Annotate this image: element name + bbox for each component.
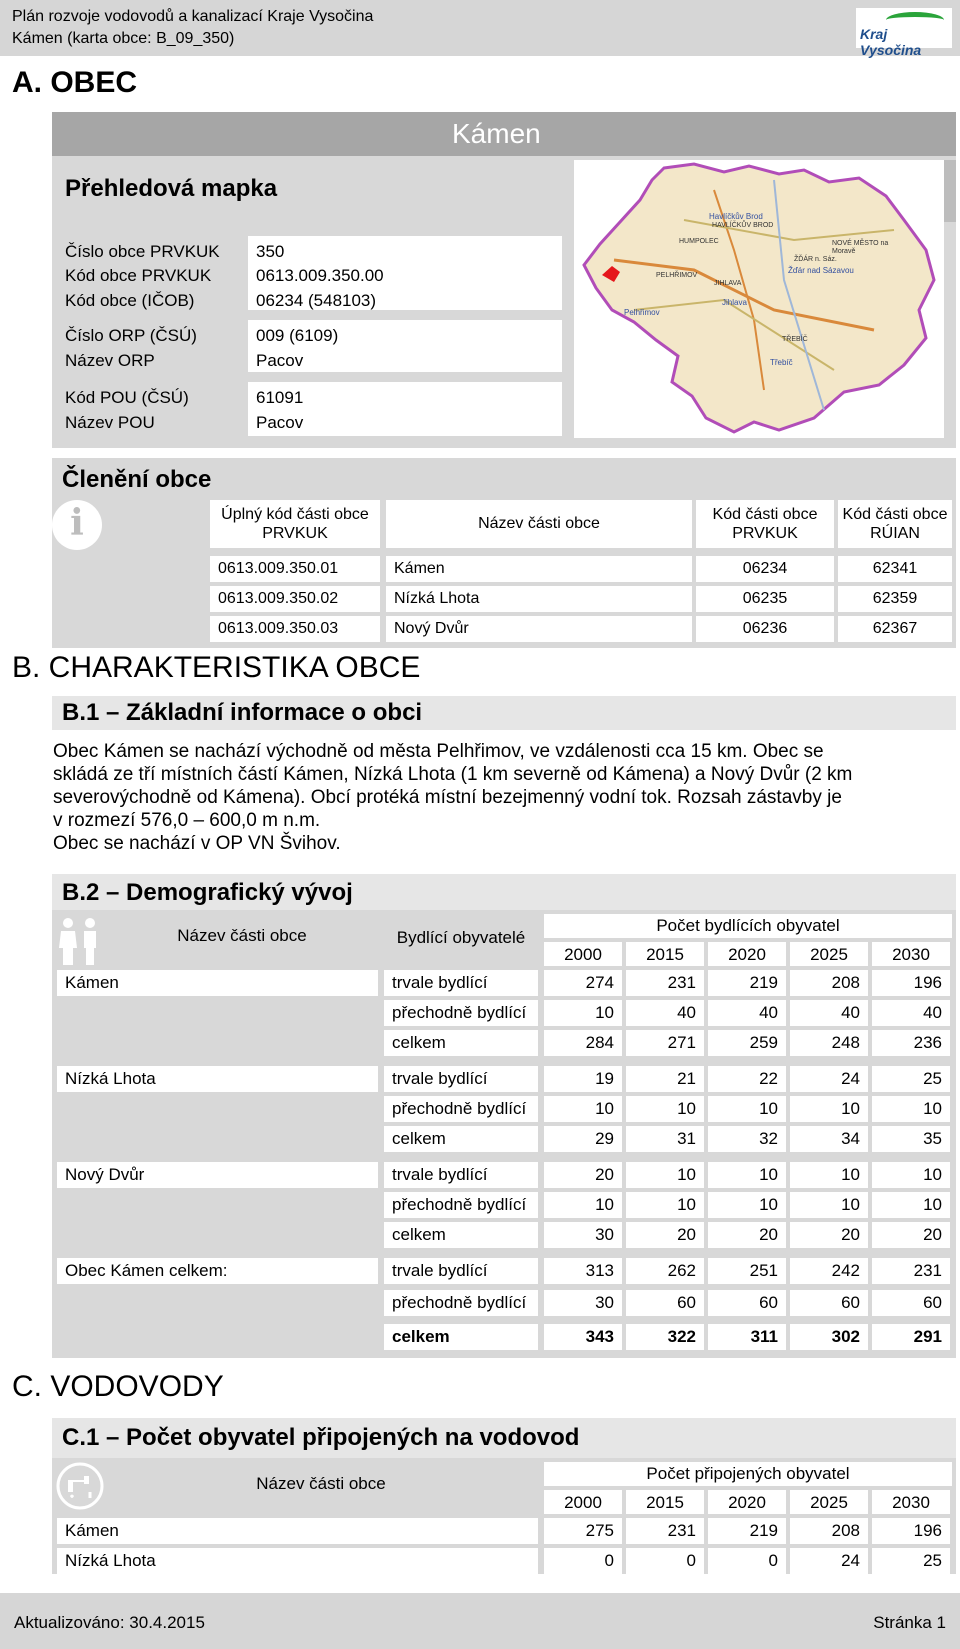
obec-name: Kámen bbox=[452, 118, 541, 149]
b2-value-cell: 60 bbox=[790, 1290, 868, 1316]
c1-value-cell: 275 bbox=[544, 1518, 622, 1544]
b2-value-cell: 284 bbox=[544, 1030, 622, 1056]
col-kod-ruian: Kód části obce RÚIAN bbox=[838, 500, 952, 548]
pou-nazev-label: Název POU bbox=[65, 413, 155, 432]
b2-row-label: trvale bydlící bbox=[384, 970, 538, 996]
b1-line: skládá ze tří místních částí Kámen, Nízká Lhota (1 km severně od Kámena) a Nový Dvůr (2 km bbox=[53, 764, 853, 785]
c1-row-name: Nízká Lhota bbox=[57, 1548, 538, 1574]
c1-value-cell: 219 bbox=[708, 1518, 786, 1544]
b2-row-label: přechodně bydlící bbox=[384, 1290, 538, 1316]
b1-line: Obec Kámen se nachází východně od města Pelhřimov, ve vzdálenosti cca 15 km. Obec se bbox=[53, 741, 824, 762]
b2-value-cell: 10 bbox=[544, 1096, 622, 1122]
water-tap-icon bbox=[56, 1462, 104, 1510]
c1-value-cell: 0 bbox=[626, 1548, 704, 1574]
map-label-jihlava-okres: JIHLAVA bbox=[714, 280, 742, 287]
b2-value-cell: 20 bbox=[544, 1162, 622, 1188]
b2-value-cell: 10 bbox=[872, 1096, 950, 1122]
b2-value-cell: 231 bbox=[872, 1258, 950, 1284]
c1-year-header: 2015 bbox=[626, 1490, 704, 1514]
cleneni-heading: Členění obce bbox=[62, 466, 212, 493]
b1-bar bbox=[52, 696, 956, 730]
c1-value-cell: 208 bbox=[790, 1518, 868, 1544]
map-label-jihlava: Jihlava bbox=[722, 298, 747, 307]
b2-value-cell: 274 bbox=[544, 970, 622, 996]
b2-value-cell: 22 bbox=[708, 1066, 786, 1092]
b2-value-cell: 291 bbox=[872, 1324, 950, 1350]
b2-value-cell: 313 bbox=[544, 1258, 622, 1284]
c1-value-cell: 196 bbox=[872, 1518, 950, 1544]
c1-year-header: 2030 bbox=[872, 1490, 950, 1514]
b2-value-cell: 21 bbox=[626, 1066, 704, 1092]
page-header bbox=[0, 0, 960, 56]
c1-value-cell: 0 bbox=[708, 1548, 786, 1574]
b2-value-cell: 236 bbox=[872, 1030, 950, 1056]
cleneni-kod-prvkuk: 06235 bbox=[696, 586, 834, 612]
b2-value-cell: 60 bbox=[626, 1290, 704, 1316]
c1-bar bbox=[52, 1418, 956, 1458]
kod-obce-value: 0613.009.350.00 bbox=[256, 266, 384, 285]
footer-page: Stránka 1 bbox=[873, 1613, 946, 1632]
b2-year-header: 2020 bbox=[708, 942, 786, 966]
map-label-pelhrimov-okres: PELHŘIMOV bbox=[656, 272, 698, 279]
b2-value-cell: 10 bbox=[626, 1162, 704, 1188]
b2-value-cell: 20 bbox=[790, 1222, 868, 1248]
b2-row-label: celkem bbox=[384, 1222, 538, 1248]
cleneni-kod-prvkuk: 06234 bbox=[696, 556, 834, 582]
c1-value-cell: 0 bbox=[544, 1548, 622, 1574]
b2-value-cell: 20 bbox=[708, 1222, 786, 1248]
c1-value-cell: 231 bbox=[626, 1518, 704, 1544]
cleneni-nazev: Nový Dvůr bbox=[386, 616, 692, 642]
b2-year-header: 2015 bbox=[626, 942, 704, 966]
b2-value-cell: 32 bbox=[708, 1126, 786, 1152]
b2-value-cell: 10 bbox=[708, 1096, 786, 1122]
b2-value-cell: 208 bbox=[790, 970, 868, 996]
b2-value-cell: 60 bbox=[708, 1290, 786, 1316]
cleneni-kod-ruian: 62367 bbox=[838, 616, 952, 642]
map-heading: Přehledová mapka bbox=[65, 175, 278, 202]
c1-year-header: 2000 bbox=[544, 1490, 622, 1514]
b2-value-cell: 242 bbox=[790, 1258, 868, 1284]
panel-edge bbox=[944, 160, 956, 222]
b2-row-label: trvale bydlící bbox=[384, 1066, 538, 1092]
b1-text bbox=[53, 740, 852, 855]
c1-col-nazev: Název části obce bbox=[256, 1474, 386, 1493]
b2-value-cell: 10 bbox=[790, 1096, 868, 1122]
kraj-vysocina-logo bbox=[856, 8, 952, 58]
b1-heading: B.1 – Základní informace o obci bbox=[62, 699, 423, 726]
b2-row-label: přechodně bydlící bbox=[384, 1192, 538, 1218]
section-c-heading: C. VODOVODY bbox=[12, 1370, 224, 1403]
map-label-hb: Havlíčkův Brod bbox=[709, 212, 763, 221]
b2-value-cell: 10 bbox=[626, 1192, 704, 1218]
icob-value: 06234 (548103) bbox=[256, 291, 377, 310]
header-title: Plán rozvoje vodovodů a kanalizací Kraje Vysočina bbox=[12, 8, 374, 25]
b2-value-cell: 259 bbox=[708, 1030, 786, 1056]
b2-value-cell: 311 bbox=[708, 1324, 786, 1350]
b2-group-name: Nový Dvůr bbox=[57, 1162, 378, 1188]
cleneni-uplny-kod: 0613.009.350.01 bbox=[210, 556, 380, 582]
b2-value-cell: 248 bbox=[790, 1030, 868, 1056]
cislo-obce-value: 350 bbox=[256, 242, 285, 261]
map-label-trebic-okres: TŘEBÍČ bbox=[782, 336, 808, 343]
section-b-heading: B. CHARAKTERISTIKA OBCE bbox=[12, 651, 421, 684]
map-label-trebic: Třebíč bbox=[770, 358, 793, 367]
page-footer bbox=[0, 1593, 960, 1649]
region-map-icon bbox=[574, 160, 944, 438]
b2-value-cell: 322 bbox=[626, 1324, 704, 1350]
b2-value-cell: 30 bbox=[544, 1222, 622, 1248]
b2-value-cell: 40 bbox=[790, 1000, 868, 1026]
b2-row-label: celkem bbox=[384, 1030, 538, 1056]
b2-value-cell: 10 bbox=[790, 1192, 868, 1218]
section-a-heading: A. OBEC bbox=[12, 66, 138, 99]
map-label-pelhrimov: Pelhřimov bbox=[624, 308, 660, 317]
b2-value-cell: 29 bbox=[544, 1126, 622, 1152]
map-label-humpolec: HUMPOLEC bbox=[679, 238, 719, 245]
b2-year-header: 2000 bbox=[544, 942, 622, 966]
b2-value-cell: 271 bbox=[626, 1030, 704, 1056]
b2-row-label: celkem bbox=[384, 1324, 538, 1350]
b2-value-cell: 34 bbox=[790, 1126, 868, 1152]
b2-row-label: přechodně bydlící bbox=[384, 1000, 538, 1026]
b2-value-cell: 231 bbox=[626, 970, 704, 996]
b2-value-cell: 40 bbox=[708, 1000, 786, 1026]
b2-group-name: Kámen bbox=[57, 970, 378, 996]
orp-nazev-label: Název ORP bbox=[65, 351, 155, 370]
cleneni-kod-ruian: 62341 bbox=[838, 556, 952, 582]
b2-value-cell: 262 bbox=[626, 1258, 704, 1284]
col-nazev-casti: Název části obce bbox=[386, 500, 692, 548]
b2-value-cell: 10 bbox=[872, 1192, 950, 1218]
b2-value-cell: 10 bbox=[708, 1192, 786, 1218]
pou-kod-label: Kód POU (ČSÚ) bbox=[65, 388, 189, 407]
b1-line: severovýchodně od Kámena). Obcí protéká místní bezejmenný vodní tok. Rozsah zástavby je bbox=[53, 787, 842, 808]
c1-year-header: 2025 bbox=[790, 1490, 868, 1514]
header-subtitle: Kámen (karta obce: B_09_350) bbox=[12, 30, 235, 47]
orp-cislo-value: 009 (6109) bbox=[256, 326, 339, 345]
cislo-obce-label: Číslo obce PRVKUK bbox=[65, 242, 220, 261]
footer-updated: Aktualizováno: 30.4.2015 bbox=[14, 1613, 205, 1632]
b2-col-nazev: Název části obce bbox=[177, 926, 307, 945]
b2-row-label: trvale bydlící bbox=[384, 1258, 538, 1284]
b2-value-cell: 25 bbox=[872, 1066, 950, 1092]
b2-value-cell: 30 bbox=[544, 1290, 622, 1316]
b2-value-cell: 10 bbox=[544, 1000, 622, 1026]
b2-value-cell: 219 bbox=[708, 970, 786, 996]
b2-value-cell: 196 bbox=[872, 970, 950, 996]
cleneni-nazev: Kámen bbox=[386, 556, 692, 582]
people-icon bbox=[56, 918, 102, 966]
b2-value-cell: 20 bbox=[626, 1222, 704, 1248]
orp-cislo-label: Číslo ORP (ČSÚ) bbox=[65, 326, 197, 345]
c1-value-cell: 25 bbox=[872, 1548, 950, 1574]
b2-row-label: trvale bydlící bbox=[384, 1162, 538, 1188]
b2-year-header: 2030 bbox=[872, 942, 950, 966]
cleneni-uplny-kod: 0613.009.350.03 bbox=[210, 616, 380, 642]
map-label-zdar-mesto: Žďár nad Sázavou bbox=[788, 266, 854, 275]
b2-value-cell: 24 bbox=[790, 1066, 868, 1092]
b2-value-cell: 40 bbox=[872, 1000, 950, 1026]
b2-value-cell: 19 bbox=[544, 1066, 622, 1092]
b2-value-cell: 10 bbox=[544, 1192, 622, 1218]
b2-value-cell: 302 bbox=[790, 1324, 868, 1350]
logo-text: Kraj Vysočina bbox=[860, 26, 922, 58]
cleneni-kod-prvkuk: 06236 bbox=[696, 616, 834, 642]
c1-value-cell: 24 bbox=[790, 1548, 868, 1574]
c1-row-name: Kámen bbox=[57, 1518, 538, 1544]
overview-map bbox=[574, 160, 944, 438]
orp-nazev-value: Pacov bbox=[256, 351, 304, 370]
info-icon: i bbox=[52, 500, 102, 550]
icob-label: Kód obce (IČOB) bbox=[65, 291, 195, 310]
b2-value-cell: 10 bbox=[626, 1096, 704, 1122]
b2-value-cell: 60 bbox=[872, 1290, 950, 1316]
kod-obce-label: Kód obce PRVKUK bbox=[65, 266, 212, 285]
b2-value-cell: 10 bbox=[790, 1162, 868, 1188]
b2-value-cell: 35 bbox=[872, 1126, 950, 1152]
b2-group-name: Obec Kámen celkem: bbox=[57, 1258, 378, 1284]
b2-value-cell: 31 bbox=[626, 1126, 704, 1152]
b2-value-cell: 251 bbox=[708, 1258, 786, 1284]
b2-value-cell: 343 bbox=[544, 1324, 622, 1350]
b2-value-cell: 40 bbox=[626, 1000, 704, 1026]
b2-heading: B.2 – Demografický vývoj bbox=[62, 879, 353, 906]
b2-col-bydlici: Bydlící obyvatelé bbox=[396, 928, 526, 947]
map-label-zdar: ŽĎÁR n. Sáz. bbox=[794, 256, 837, 263]
b2-row-label: přechodně bydlící bbox=[384, 1096, 538, 1122]
b2-col-pocet: Počet bydlících obyvatel bbox=[544, 914, 952, 938]
cleneni-nazev: Nízká Lhota bbox=[386, 586, 692, 612]
b1-line: v rozmezí 576,0 – 600,0 m n.m. bbox=[53, 810, 321, 831]
b2-bar bbox=[52, 874, 956, 910]
b2-group-name: Nízká Lhota bbox=[57, 1066, 378, 1092]
cleneni-kod-ruian: 62359 bbox=[838, 586, 952, 612]
obec-name-bar bbox=[52, 112, 956, 156]
pou-nazev-value: Pacov bbox=[256, 413, 304, 432]
b1-line: Obec se nachází v OP VN Švihov. bbox=[53, 833, 341, 854]
map-label-hb-okres: HAVLÍČKŮV BROD bbox=[712, 222, 774, 229]
c1-col-pocet: Počet připojených obyvatel bbox=[544, 1462, 952, 1486]
b2-row-label: celkem bbox=[384, 1126, 538, 1152]
col-kod-prvkuk: Kód části obce PRVKUK bbox=[696, 500, 834, 548]
pou-kod-value: 61091 bbox=[256, 388, 304, 407]
c1-year-header: 2020 bbox=[708, 1490, 786, 1514]
map-label-nm: NOVÉ MĚSTO na Moravě bbox=[832, 240, 889, 255]
b2-value-cell: 10 bbox=[872, 1162, 950, 1188]
b2-year-header: 2025 bbox=[790, 942, 868, 966]
b2-value-cell: 20 bbox=[872, 1222, 950, 1248]
b2-value-cell: 10 bbox=[708, 1162, 786, 1188]
c1-heading: C.1 – Počet obyvatel připojených na vodovod bbox=[62, 1424, 580, 1451]
col-uplny-kod: Úplný kód části obce PRVKUK bbox=[210, 500, 380, 548]
cleneni-uplny-kod: 0613.009.350.02 bbox=[210, 586, 380, 612]
